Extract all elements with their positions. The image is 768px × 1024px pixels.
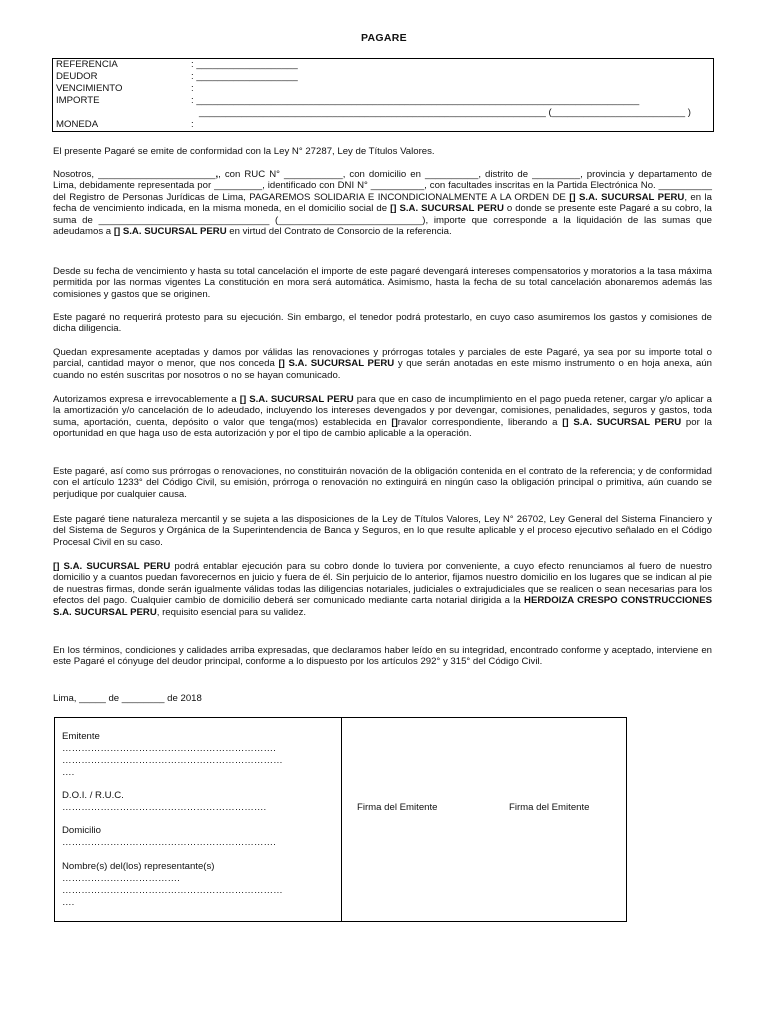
representantes-dots-2: ……………………………………………………………	[62, 885, 283, 896]
representantes-dots-3: ….	[62, 897, 75, 908]
autorizamos-text-3: ravalor correspondiente, liberando a	[397, 416, 563, 428]
autorizamos-text-1: Autorizamos expresa e irrevocablemente a	[53, 394, 240, 405]
referencia-label: REFERENCIA	[56, 59, 118, 70]
paragraph-novacion: Este pagaré, así como sus prórrogas o renovaciones, no constituirán novación de la obligación contenida en el contrato de la referencia; y de conformidad con el artículo 1233° del Código Civil, su emisión, prórroga o renovación no extinguirá en ningún caso la obligación principal o primitiva, aún cuando se perjudique por cualquier causa.	[53, 466, 712, 500]
sucursal-name-5: [] S.A. SUCURSAL PERU	[239, 394, 354, 405]
referencia-value: : ___________________	[191, 59, 298, 70]
representantes-dots-1: ……………………………….	[62, 873, 180, 884]
firma-emitente-2: Firma del Emitente	[509, 802, 590, 813]
sucursal-name-2: [] S.A. SUCURSAL PERU	[390, 203, 504, 215]
paragraph-protesto: Este pagaré no requerirá protesto para su ejecución. Sin embargo, el tenedor podrá protestarlo, en cuyo caso asumiremos los gastos y comisiones de dicha diligencia.	[53, 312, 712, 335]
paragraph-autorizamos	[53, 394, 712, 440]
doi-ruc-dots: ……………………………………………………….	[62, 802, 267, 813]
doi-ruc-label: D.O.I. / R.U.C.	[62, 790, 124, 801]
document-title: PAGARE	[361, 32, 407, 44]
domicilio-label: Domicilio	[62, 825, 101, 836]
domicilio-dots: ………………………………………………………….	[62, 837, 276, 848]
paragraph-mercantil: Este pagaré tiene naturaleza mercantil y se sujeta a las disposiciones de la Ley de Títulos Valores, Ley N° 26702, Ley General del Sistema Financiero y del Sistema de Seguros y Orgánica de la Superintendencia de Banca y Seguros, en lo que resulte aplicable y el proceso ejecutivo señalado en el Código Procesal Civil en su caso.	[53, 514, 712, 548]
reference-box	[52, 58, 714, 132]
bracket-placeholder: []	[391, 416, 398, 428]
referencia-row	[56, 59, 298, 70]
ejecucion-text-2: , requisito esencial para su validez.	[156, 606, 307, 618]
vencimiento-label: VENCIMIENTO	[56, 83, 123, 94]
renovaciones-text-1: Quedan expresamente aceptadas y damos por válidas las renovaciones y prórrogas totales y parciales de este Pagaré, ya sea por su importe total o parcial, cantidad mayor o menor, que nos conceda	[53, 347, 712, 370]
sucursal-name-6: [] S.A. SUCURSAL PERU	[562, 416, 682, 428]
signature-details-panel	[55, 718, 342, 921]
herdoiza-name: HERDOIZA CRESPO CONSTRUCCIONES S.A. SUCURSAL PERU	[53, 595, 712, 618]
nosotros-text-1: , con RUC N° ___________, con domicilio en __________, distrito de _________, provincia y departamento de Lima, debidamente representada por _________, identificado con DNI N° __________, con facultades inscritas en la Partida Electrónica No. __________ del Registro de Personas Jurídicas de Lima, PAGAREMOS SOLIDARIA E INCONDICIONALMENTE A LA ORDEN DE	[53, 169, 712, 203]
emitente-dots-3: ….	[62, 767, 75, 778]
ejecucion-text-1: podrá entablar ejecución para su cobro donde lo tuviera por conveniente, a cuyo efecto renunciamos al fuero de nuestro domicilio y a cuantos puedan favorecernos en juicio y fuera de él. Sin perjuicio de lo anterior, fijamos nuestro domicilio en los lugares que se indican al pie de nuestras firmas, donde serán igualmente válidas todas las diligencias notariales, judiciales o extrajudiciales que se realicen o sean necesarias para los efectos del pago. Cualquier cambio de domicilio deberá ser comunicado mediante carta notarial dirigida a la	[53, 561, 713, 607]
vencimiento-value: :	[191, 83, 194, 94]
moneda-row	[56, 119, 194, 130]
importe-label: IMPORTE	[56, 95, 100, 106]
importe-row	[56, 95, 639, 106]
emitente-label: Emitente	[62, 731, 100, 742]
paragraph-ley: El presente Pagaré se emite de conformidad con la Ley N° 27287, Ley de Títulos Valores.	[53, 146, 435, 157]
deudor-label: DEUDOR	[56, 71, 98, 82]
moneda-label: MONEDA	[56, 119, 99, 130]
autorizamos-text-2: para que en caso de incumplimiento en el pago pueda retener, cargar y/o aplicar a la amortización y/o cancelación de lo adeudado, incluyendo los intereses devengados y por devengar, comisiones, penalidades, seguros y gastos, toda suma, aportación, cuenta, depósito o valor que tenga(mos) establecida en	[53, 394, 713, 428]
sucursal-name-7: [] S.A. SUCURSAL PERU	[53, 561, 171, 572]
moneda-value: :	[191, 119, 194, 130]
paragraph-intereses: Desde su fecha de vencimiento y hasta su total cancelación el importe de este pagaré devengará intereses compensatorios y moratorios a la tasa máxima permitida por las normas vigentes La constitución en mora será automática. Asimismo, hasta la fecha de su total cancelación abonaremos además las comisiones y gastos que se originen.	[53, 266, 712, 300]
representantes-label: Nombre(s) del(los) representante(s)	[62, 861, 215, 872]
emitente-dots-1: ………………………………………………………….	[62, 743, 276, 754]
renovaciones-text-2: y que serán anotadas en este mismo instrumento o en hoja anexa, aún cuando no estén suscritas por nosotros o no se hayan comunicado.	[53, 358, 713, 381]
firma-emitente-1: Firma del Emitente	[357, 802, 438, 813]
paragraph-ejecucion	[53, 561, 712, 618]
nosotros-blank: Nosotros, ______________________	[53, 169, 216, 180]
sucursal-name-4: [] S.A. SUCURSAL PERU	[278, 358, 395, 370]
nosotros-text-2: , en la fecha de vencimiento indicada, en la misma moneda, en el domicilio social de	[53, 191, 712, 215]
bold-comma: ,	[215, 169, 219, 180]
deudor-row	[56, 71, 298, 82]
date-line: Lima, _____ de ________ de 2018	[53, 693, 202, 704]
importe-line-2: _________________________________________________________________ (_________________________ )	[199, 107, 691, 118]
vencimiento-row	[56, 83, 194, 94]
nosotros-text-3: o donde se presente este Pagaré a su cobro, la suma de ________________________________ (___________________________), importe que corresponde a la liquidación de las sumas que adeudamos a	[53, 203, 713, 238]
emitente-dots-2: ……………………………………………………………	[62, 755, 283, 766]
paragraph-conyuge: En los términos, condiciones y calidades arriba expresadas, que declaramos haber leído en su integridad, encontrado conforme y aceptado, interviene en este Pagaré el cónyuge del deudor principal, conforme a lo dispuesto por los artículos 292° y 315° del Código Civil.	[53, 645, 712, 668]
sucursal-name-1: [] S.A. SUCURSAL PERU	[569, 191, 685, 203]
signature-box	[54, 717, 627, 922]
nosotros-text-4: en virtud del Contrato de Consorcio de la referencia.	[226, 226, 452, 238]
deudor-value: : ___________________	[191, 71, 298, 82]
importe-value: : ___________________________________________________________________________________	[191, 95, 640, 106]
paragraph-renovaciones	[53, 347, 712, 381]
autorizamos-text-4: por la oportunidad en que haga uso de esta autorización y por el tipo de cambio aplicable a la operación.	[53, 416, 712, 440]
paragraph-nosotros	[53, 169, 712, 237]
sucursal-name-3: [] S.A. SUCURSAL PERU	[113, 226, 227, 238]
